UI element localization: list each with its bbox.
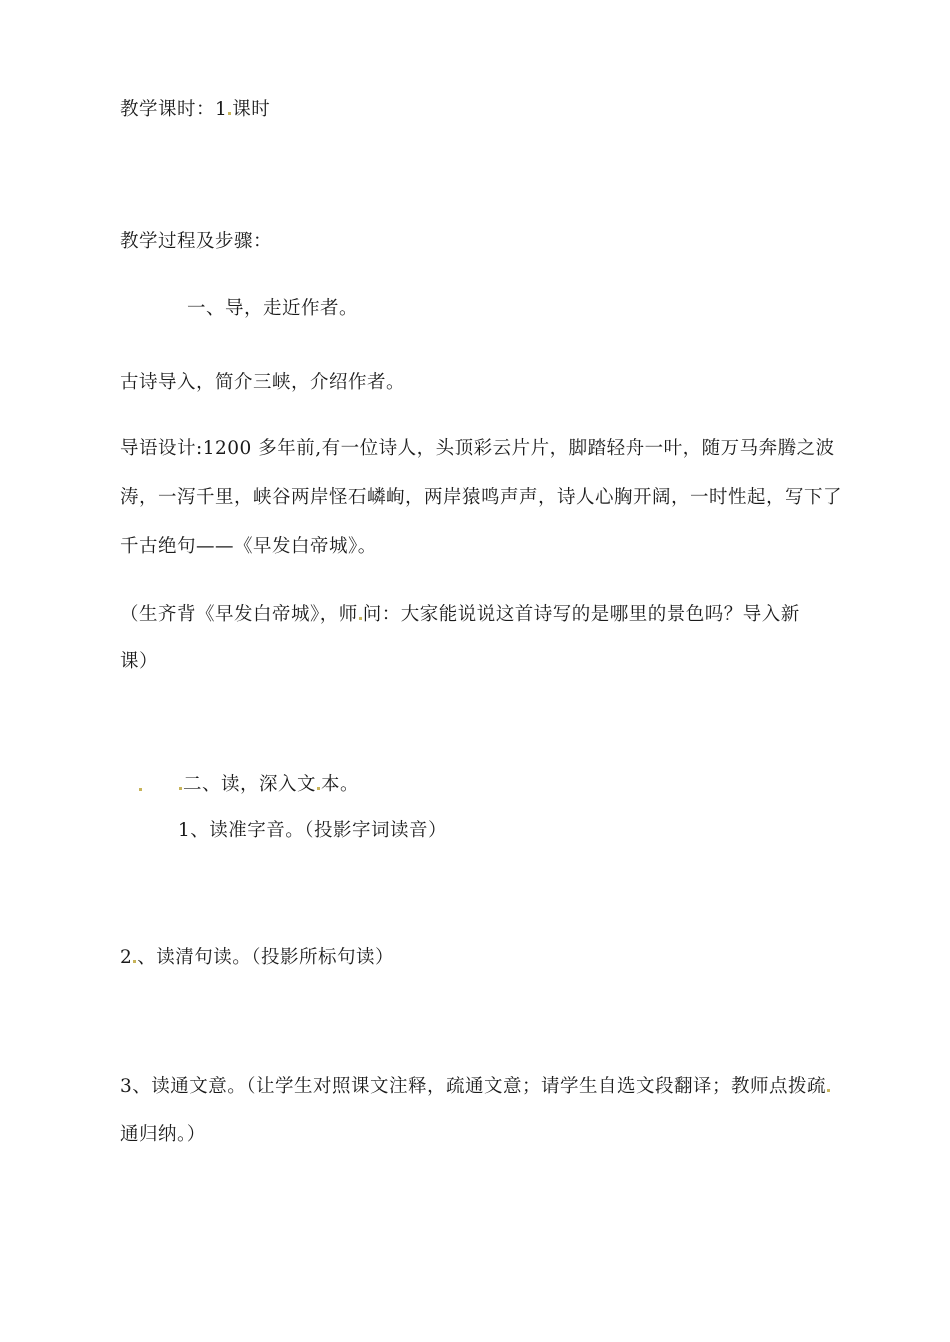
item3-line1: 3、读通文意。（让学生对照课文注释，疏通文意；请学生自选文段翻译；教师点拨疏 [120, 1076, 827, 1097]
section2-heading-b: 本。 [321, 774, 360, 795]
mark-dot [179, 787, 182, 790]
class-hours-line [120, 98, 270, 122]
section2-item-3 [120, 1075, 831, 1099]
class-hours-number: 1 [215, 99, 228, 120]
class-hours-unit: 课时 [232, 99, 271, 120]
margin-mark-dot [139, 788, 142, 791]
section2-heading-a: 二、读，深入文 [183, 774, 317, 795]
lead-line-2: 涛，一泻千里，峡谷两岸怪石嶙峋，两岸猿鸣声声，诗人心胸开阔，一时性起，写下了 [120, 487, 843, 508]
mark-dot [228, 112, 231, 115]
item2-text: 、读清句读。（投影所标句读） [137, 947, 395, 968]
recite-line-1 [120, 603, 800, 627]
mark-dot [827, 1089, 830, 1092]
section2-item-1: 1、读准字音。（投影字词读音） [178, 820, 448, 841]
mark-dot [317, 787, 320, 790]
lead-line-1: 导语设计:1200 多年前,有一位诗人，头顶彩云片片，脚踏轻舟一叶，随万马奔腾之波 [120, 438, 835, 459]
section2-item-3-cont: 通归纳。） [120, 1124, 206, 1145]
mark-dot [133, 960, 136, 963]
mark-dot [359, 617, 362, 620]
process-title: 教学过程及步骤： [120, 231, 273, 252]
section2-item-2 [120, 946, 394, 970]
item2-number: 2 [120, 947, 133, 968]
recite-line-2: 课） [120, 651, 159, 672]
recite-part-b: 问：大家能说说这首诗写的是哪里的景色吗？导入新 [362, 604, 800, 625]
recite-part-a: （生齐背《早发白帝城》，师 [120, 604, 358, 625]
class-hours-label: 教学课时： [120, 99, 216, 120]
section1-heading: 一、导，走近作者。 [187, 298, 359, 319]
lead-line-3: 千古绝句——《早发白帝城》。 [120, 536, 377, 557]
section1-intro: 古诗导入，简介三峡，介绍作者。 [120, 372, 406, 393]
section2-heading [178, 773, 359, 797]
